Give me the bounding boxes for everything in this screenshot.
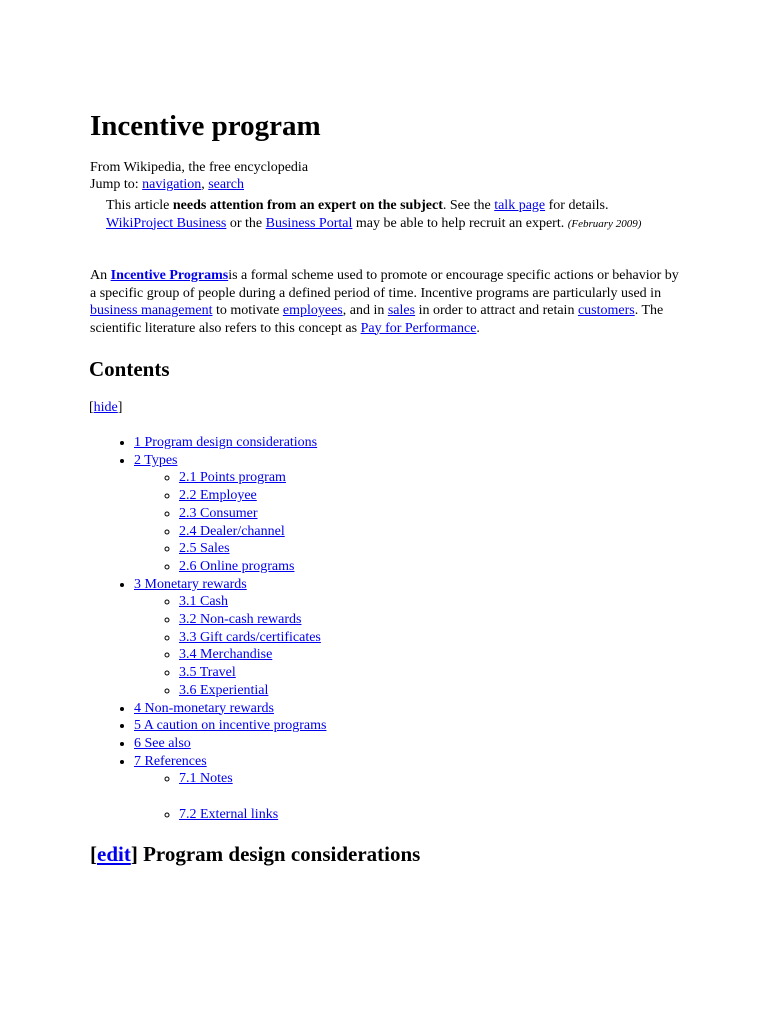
toc-link[interactable]: 3.6 Experiential	[179, 682, 269, 698]
page-title: Incentive program	[90, 110, 321, 142]
toc-item	[134, 434, 326, 452]
toc-subitem	[179, 505, 326, 523]
notice-bold: needs attention from an expert on the subject	[172, 198, 443, 213]
intro-text: , and in	[342, 303, 388, 318]
toc-subitem	[179, 593, 326, 611]
jump-navigation-link[interactable]: navigation	[142, 177, 202, 192]
incentive-programs-link[interactable]: Incentive Programs	[110, 268, 229, 283]
toc-subitem	[179, 540, 326, 558]
table-of-contents	[90, 434, 326, 824]
notice-text: may be able to help recruit an expert.	[352, 215, 568, 231]
employees-link[interactable]: employees	[282, 303, 343, 318]
toc-link[interactable]: 6 See also	[134, 735, 191, 751]
toc-subitem	[179, 646, 326, 664]
jump-to	[90, 176, 244, 194]
tagline: From Wikipedia, the free encyclopedia	[90, 160, 309, 175]
expert-notice	[106, 197, 666, 233]
bracket: ]	[117, 400, 123, 415]
toc-subitem	[179, 629, 326, 647]
notice-text: for details.	[545, 198, 609, 213]
toc-sublist	[134, 469, 326, 575]
toc-link[interactable]: 5 A caution on incentive programs	[134, 718, 327, 734]
bracket: [	[90, 842, 97, 866]
toc-link[interactable]: 7.1 Notes	[179, 771, 233, 787]
toc-subitem	[179, 664, 326, 682]
pay-for-performance-link[interactable]: Pay for Performance	[360, 320, 477, 336]
contents-heading: Contents	[89, 357, 170, 381]
toc-link[interactable]: 2 Types	[134, 452, 178, 468]
toc-link[interactable]: 2.6 Online programs	[179, 558, 295, 574]
toc-item	[134, 452, 326, 576]
section-heading	[90, 840, 420, 868]
section-title: Program design considerations	[137, 842, 421, 866]
wikiproject-business-link[interactable]: WikiProject Business	[106, 215, 227, 231]
toc-link[interactable]: 2.4 Dealer/channel	[179, 523, 285, 539]
intro-text: to motivate	[212, 303, 283, 318]
toc-link[interactable]: 3.1 Cash	[179, 594, 228, 610]
toc-subitem	[179, 487, 326, 505]
edit-section-link[interactable]: edit	[97, 842, 131, 866]
intro-text: is a formal scheme used to promote or encourage specific actions or behavior by a specific group of people during a defined period of time. Incentive programs are particularly used in	[90, 268, 679, 301]
toc-item	[134, 735, 326, 753]
toc-link[interactable]: 2.1 Points program	[179, 470, 286, 486]
toc-link[interactable]: 2.2 Employee	[179, 488, 257, 504]
toc-link[interactable]: 3.4 Merchandise	[179, 647, 273, 663]
toc-link[interactable]: 2.3 Consumer	[179, 505, 258, 521]
toc-subitem	[179, 523, 326, 541]
toc-link[interactable]: 7 References	[134, 753, 207, 769]
toc-item	[134, 700, 326, 718]
bracket: ]	[130, 842, 138, 866]
intro-text: in order to attract and retain	[415, 303, 578, 318]
intro-text: .	[476, 320, 480, 336]
toc-subitem	[179, 611, 326, 629]
jump-label: Jump to:	[90, 177, 143, 192]
toc-link[interactable]: 3 Monetary rewards	[134, 576, 247, 592]
toc-link[interactable]: 4 Non-monetary rewards	[134, 700, 274, 716]
intro-paragraph	[90, 267, 680, 337]
business-management-link[interactable]: business management	[90, 303, 213, 318]
toc-link[interactable]: 3.3 Gift cards/certificates	[179, 629, 321, 645]
toc-link[interactable]: 2.5 Sales	[179, 541, 230, 557]
toc-link[interactable]: 3.5 Travel	[179, 665, 236, 681]
intro-text: An	[90, 268, 111, 283]
notice-text: or the	[226, 215, 266, 231]
intro-text: . The scientific literature also refers to this concept as	[90, 303, 664, 336]
notice-date: (February 2009)	[567, 217, 642, 230]
business-portal-link[interactable]: Business Portal	[265, 215, 353, 231]
toc-sublist	[134, 593, 326, 699]
toc-link[interactable]: 7.2 External links	[179, 807, 279, 823]
notice-text: . See the	[442, 198, 495, 213]
jump-separator: ,	[201, 177, 209, 192]
toc-subitem	[179, 469, 326, 487]
toc-toggle	[89, 399, 122, 417]
bracket: [	[89, 400, 94, 415]
jump-search-link[interactable]: search	[208, 177, 244, 192]
toc-item	[134, 753, 326, 824]
toc-subitem	[179, 806, 326, 824]
notice-text: This article	[106, 198, 173, 213]
talk-page-link[interactable]: talk page	[494, 198, 546, 213]
toc-sublist	[134, 770, 326, 823]
customers-link[interactable]: customers	[577, 303, 635, 318]
toc-link[interactable]: 3.2 Non-cash rewards	[179, 612, 302, 628]
toc-subitem	[179, 682, 326, 700]
toc-subitem	[179, 558, 326, 576]
toc-link[interactable]: 1 Program design considerations	[134, 435, 318, 450]
sales-link[interactable]: sales	[387, 303, 416, 318]
toc-subitem	[179, 770, 326, 788]
hide-toc-link[interactable]: hide	[93, 400, 118, 415]
toc-item	[134, 576, 326, 700]
toc-item	[134, 717, 326, 735]
